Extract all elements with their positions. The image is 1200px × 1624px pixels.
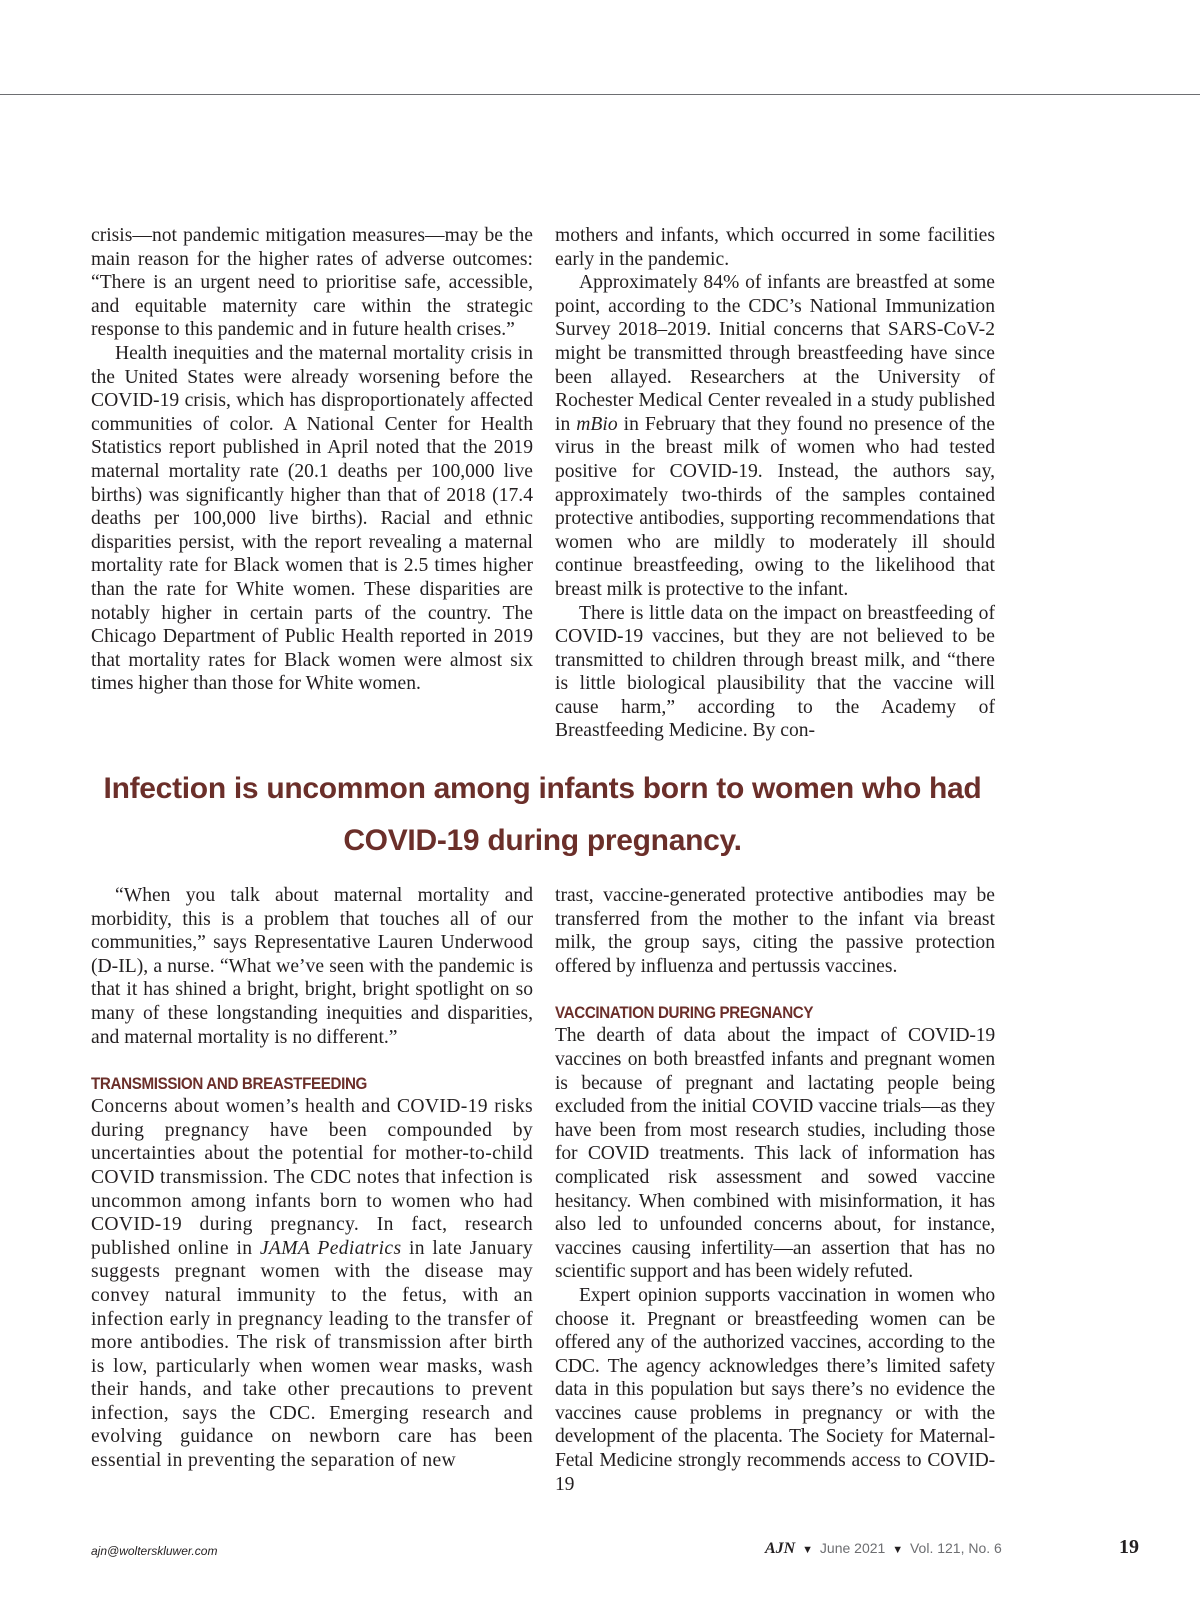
pull-quote: Infection is uncommon among infants born to women who had COVID-19 during pregnancy. <box>103 772 982 857</box>
paragraph-text: Approximately 84% of infants are breastfed at some point, according to the CDC’s National Immunization Survey 2018–2019. Initial concerns that SARS-CoV-2 might be transmitted through breastfeeding have since been allayed. Researchers at the University of Rochester Medical Center revealed in a study published in <box>555 272 995 435</box>
paragraph <box>91 1095 533 1473</box>
paragraph: mothers and infants, which occurred in some facilities early in the pandemic. <box>555 225 995 270</box>
paragraph-text: in February that they found no presence of the virus in the breast milk of women who had tested positive for COVID-19. Instead, the authors say, approximately two-thirds of the samples contained protective antibodies, supporting recommendations that women who are mildly to moderately ill should continue breastfeeding, owing to the likelihood that breast milk is protective to the infant. <box>555 413 995 600</box>
paragraph: trast, vaccine-generated protective antibodies may be transferred from the mother to the infant via breast milk, the group says, citing the passive protection offered by influenza and pertussis vaccines. <box>555 885 995 977</box>
column-2-bottom <box>555 884 995 1496</box>
paragraph: “When you talk about maternal mortality and morbidity, this is a problem that touches all of our communities,” says Representative Lauren Underwood (D-IL), a nurse. “What we’ve seen with the pandemic is that it has shined a bright, bright, bright spotlight on so many of these longstanding inequities and disparities, and maternal mortality is no different.” <box>91 885 533 1048</box>
paragraph: Health inequities and the maternal mortality crisis in the United States were already worsening before the COVID-19 crisis, which has disproportionately affected communities of color. A National Center for Health Statistics report published in April noted that the 2019 maternal mortality rate (20.1 deaths per 100,000 live births) was significantly higher than that of 2018 (17.4 deaths per 100,000 live births). Racial and ethnic disparities persist, with the report revealing a maternal mortality rate for Black women that is 2.5 times higher than the rate for White women. These disparities are notably higher in certain parts of the country. The Chicago Department of Public Health reported in 2019 that mortality rates for Black women were almost six times higher than those for White women. <box>91 342 533 695</box>
volume-info: Vol. 121, No. 6 <box>909 1540 1002 1556</box>
paragraph <box>555 271 995 601</box>
journal-name: AJN <box>765 1540 796 1557</box>
paragraph: crisis—not pandemic mitigation measures—may be the main reason for the higher rates of adverse outcomes: “There is an urgent need to prioritise safe, accessible, and equitable maternity care within the strategic response to this pandemic and in future health crises.” <box>91 225 533 341</box>
journal-title: JAMA Pediatrics <box>259 1237 402 1259</box>
paragraph: The dearth of data about the impact of COVID-19 vaccines on both breastfed infants and pregnant women is because of pregnant and lactating people being excluded from the initial COVID vaccine trials—as they have been from most research studies, including those for COVID treatments. This lack of information has complicated risk assessment and sowed vaccine hesitancy. When combined with misinformation, it has also led to unfounded concerns about, for instance, vaccines causing infertility—an assertion that has no scientific support and has been widely refuted. <box>555 1025 995 1283</box>
paragraph-text: Concerns about women’s health and COVID-19 risks during pregnancy have been compounded by uncertainties about the potential for mother-to-child COVID transmission. The CDC notes that infection is uncommon among infants born to women who had COVID-19 during pregnancy. In fact, research published online in <box>91 1096 533 1259</box>
journal-title: mBio <box>576 413 618 435</box>
footer-email: ajn@wolterskluwer.com <box>91 1544 218 1558</box>
triangle-separator-icon: ▼ <box>802 1544 814 1556</box>
section-heading: VACCINATION DURING PREGNANCY <box>555 1004 814 1023</box>
triangle-separator-icon: ▼ <box>892 1544 904 1556</box>
footer-journal-info <box>765 1540 1002 1558</box>
column-1-bottom <box>91 884 533 1473</box>
paragraph: Expert opinion supports vaccination in women who choose it. Pregnant or breastfeeding women can be offered any of the authorized vaccines, according to the CDC. The agency acknowledges there’s limited safety data in this population but says there’s no evidence the vaccines cause problems in pregnancy or with the development of the placenta. The Society for Maternal-Fetal Medicine strongly recommends access to COVID-19 <box>555 1284 995 1495</box>
paragraph: There is little data on the impact on breastfeeding of COVID-19 vaccines, but they are not believed to be transmitted to children through breast milk, and “there is little biological plausibility that the vaccine will cause harm,” according to the Academy of Breastfeeding Medicine. By con- <box>555 602 995 742</box>
page-number: 19 <box>1119 1536 1139 1558</box>
column-1-top <box>91 224 533 696</box>
header-rule <box>0 94 1200 95</box>
paragraph-text: in late January suggests pregnant women with the disease may convey natural immunity to the fetus, with an infection early in pregnancy leading to the transfer of more antibodies. The risk of transmission after birth is low, particularly when women wear masks, wash their hands, and take other precautions to prevent infection, says the CDC. Emerging research and evolving guidance on newborn care has been essential in preventing the separation of new <box>91 1237 533 1472</box>
section-heading: TRANSMISSION AND BREASTFEEDING <box>91 1075 367 1094</box>
issue-date: June 2021 <box>819 1540 886 1556</box>
column-2-top <box>555 224 995 743</box>
